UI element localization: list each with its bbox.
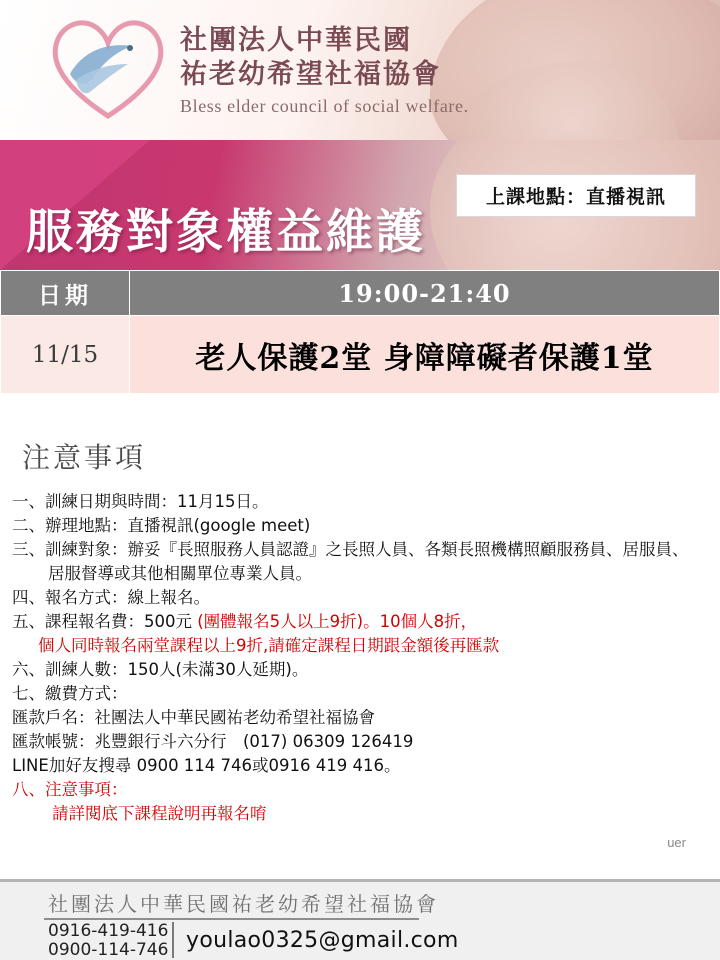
schedule-table-body — [1, 316, 720, 394]
footer-vertical-divider — [172, 922, 174, 958]
cell-course: 老人保護2堂 身障障礙者保護1堂 — [130, 316, 720, 394]
note-item-fee — [12, 610, 720, 634]
note-fee-red: (團體報名5人以上9折)。10個人8折， — [197, 612, 478, 631]
column-header-time: 19:00-21:40 — [130, 271, 720, 316]
column-header-date: 日期 — [1, 271, 130, 316]
footer-phone-1: 0916-419-416 — [48, 921, 169, 941]
table-row — [1, 316, 720, 394]
org-name-line1: 社團法人中華民國 — [180, 24, 412, 56]
schedule-table-head — [1, 271, 720, 316]
table-header-row — [1, 271, 720, 316]
footer-phone-2: 0900-114-746 — [48, 940, 169, 960]
page-footer — [0, 879, 720, 960]
page-title: 服務對象權益維護 — [26, 205, 426, 260]
org-name-english: Bless elder council of social welfare. — [180, 95, 469, 116]
note-item: 四、報名方式：線上報名。 — [12, 588, 210, 607]
note-item: 個人同時報名兩堂課程以上9折,請確定課程日期跟金額後再匯款 — [38, 636, 500, 655]
note-item: 二、辦理地點：直播視訊(google meet) — [12, 516, 311, 535]
title-banner — [0, 140, 720, 270]
note-item-account-name: 匯款戶名：社團法人中華民國祐老幼希望社福協會 — [12, 708, 375, 727]
cell-date: 11/15 — [1, 316, 130, 394]
note-item-line-contact: LINE加好友搜尋 0900 114 746或0916 419 416。 — [12, 756, 401, 775]
footer-divider-line — [44, 918, 419, 920]
note-fee-black: 五、課程報名費：500元 — [12, 612, 198, 631]
footer-phone-block — [48, 922, 168, 960]
note-item: 居服督導或其他相關單位專業人員。 — [48, 564, 312, 583]
notes-heading: 注意事項 — [22, 441, 147, 474]
note-item: 一、訓練日期與時間：11月15日。 — [12, 492, 269, 511]
page-header — [0, 0, 720, 140]
schedule-table — [0, 270, 720, 394]
note-item-warning-body: 請詳閱底下課程說明再報名唷 — [52, 804, 267, 823]
organization-name-block — [180, 24, 469, 117]
note-item: 三、訓練對象：辦妥『長照服務人員認證』之長照人員、各類長照機構照顧服務員、居服員、 — [12, 540, 689, 559]
org-name-line2: 祐老幼希望社福協會 — [180, 58, 441, 90]
organization-logo — [46, 12, 469, 124]
note-item-warning-heading: 八、注意事項： — [12, 780, 128, 799]
note-item: 六、訓練人數：150人(未滿30人延期)。 — [12, 660, 309, 679]
watermark-text: uer — [667, 835, 686, 850]
heart-dove-icon — [46, 12, 170, 124]
location-badge: 上課地點：直播視訊 — [456, 174, 696, 217]
notes-section — [0, 394, 720, 866]
footer-email: youlao0325@gmail.com — [186, 928, 459, 953]
note-item-account-number: 匯款帳號：兆豐銀行斗六分行 (017) 06309 126419 — [12, 732, 414, 751]
note-item: 七、繳費方式： — [12, 684, 128, 703]
footer-organization-name: 社團法人中華民國祐老幼希望社福協會 — [48, 892, 439, 916]
